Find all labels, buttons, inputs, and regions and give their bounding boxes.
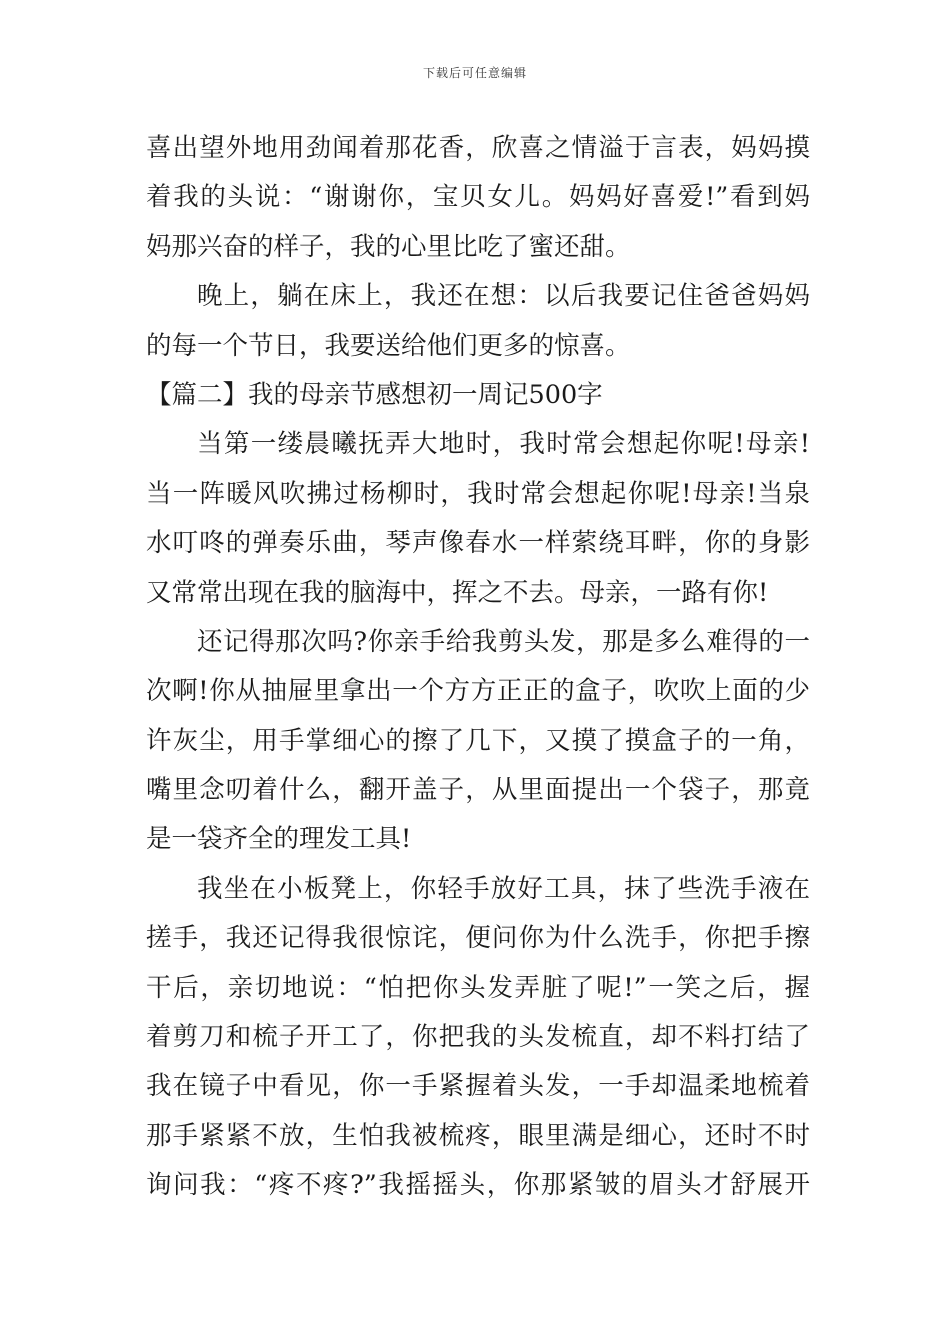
text-line: 着剪刀和梳子开工了，你把我的头发梳直，却不料打结了	[146, 1022, 810, 1053]
text-line: 嘴里念叨着什么，翻开盖子，从里面提出一个袋子，那竟	[146, 775, 810, 806]
page-header: 下载后可任意编辑	[422, 66, 527, 80]
paragraph-first-line: 我坐在小板凳上，你轻手放好工具，抹了些洗手液在	[197, 873, 810, 904]
text-line: 当一阵暖风吹拂过杨柳时，我时常会想起你呢!母亲!当泉	[146, 478, 810, 509]
text-line: 干后，亲切地说：“怕把你头发弄脏了呢!”一笑之后，握	[146, 972, 810, 1003]
text-line: 我在镜子中看见，你一手紧握着头发，一手却温柔地梳着	[146, 1071, 810, 1102]
text-line: 着我的头说：“谢谢你，宝贝女儿。妈妈好喜爱!”看到妈	[146, 182, 810, 213]
text-line: 询问我：“疼不疼?”我摇摇头，你那紧皱的眉头才舒展开	[146, 1170, 810, 1201]
text-line: 喜出望外地用劲闻着那花香，欣喜之情溢于言表，妈妈摸	[146, 133, 810, 163]
text-line: 是一袋齐全的理发工具!	[146, 824, 412, 855]
text-line: 许灰尘，用手掌细心的擦了几下，又摸了摸盒子的一角，	[146, 725, 810, 756]
paragraph-first-line: 晚上，躺在床上，我还在想：以后我要记住爸爸妈妈	[197, 281, 810, 312]
text-line: 水叮咚的弹奏乐曲，琴声像春水一样萦绕耳畔，你的身影	[146, 528, 810, 559]
text-line: 搓手，我还记得我很惊诧，便问你为什么洗手，你把手擦	[146, 923, 810, 954]
text-line: 妈那兴奋的样子，我的心里比吃了蜜还甜。	[146, 231, 631, 262]
text-line: 的每一个节日，我要送给他们更多的惊喜。	[146, 330, 631, 361]
text-line: 次啊!你从抽屉里拿出一个方方正正的盒子，吹吹上面的少	[146, 676, 810, 707]
text-line: 那手紧紧不放，生怕我被梳疼，眼里满是细心，还时不时	[146, 1120, 810, 1151]
paragraph-first-line: 当第一缕晨曦抚弄大地时，我时常会想起你呢!母亲!	[197, 429, 810, 460]
document-body	[146, 124, 810, 1211]
section-heading: 【篇二】我的母亲节感想初一周记500字	[146, 379, 603, 410]
paragraph-first-line: 还记得那次吗?你亲手给我剪头发，那是多么难得的一	[197, 626, 810, 657]
text-line: 又常常出现在我的脑海中，挥之不去。母亲，一路有你!	[146, 577, 769, 608]
